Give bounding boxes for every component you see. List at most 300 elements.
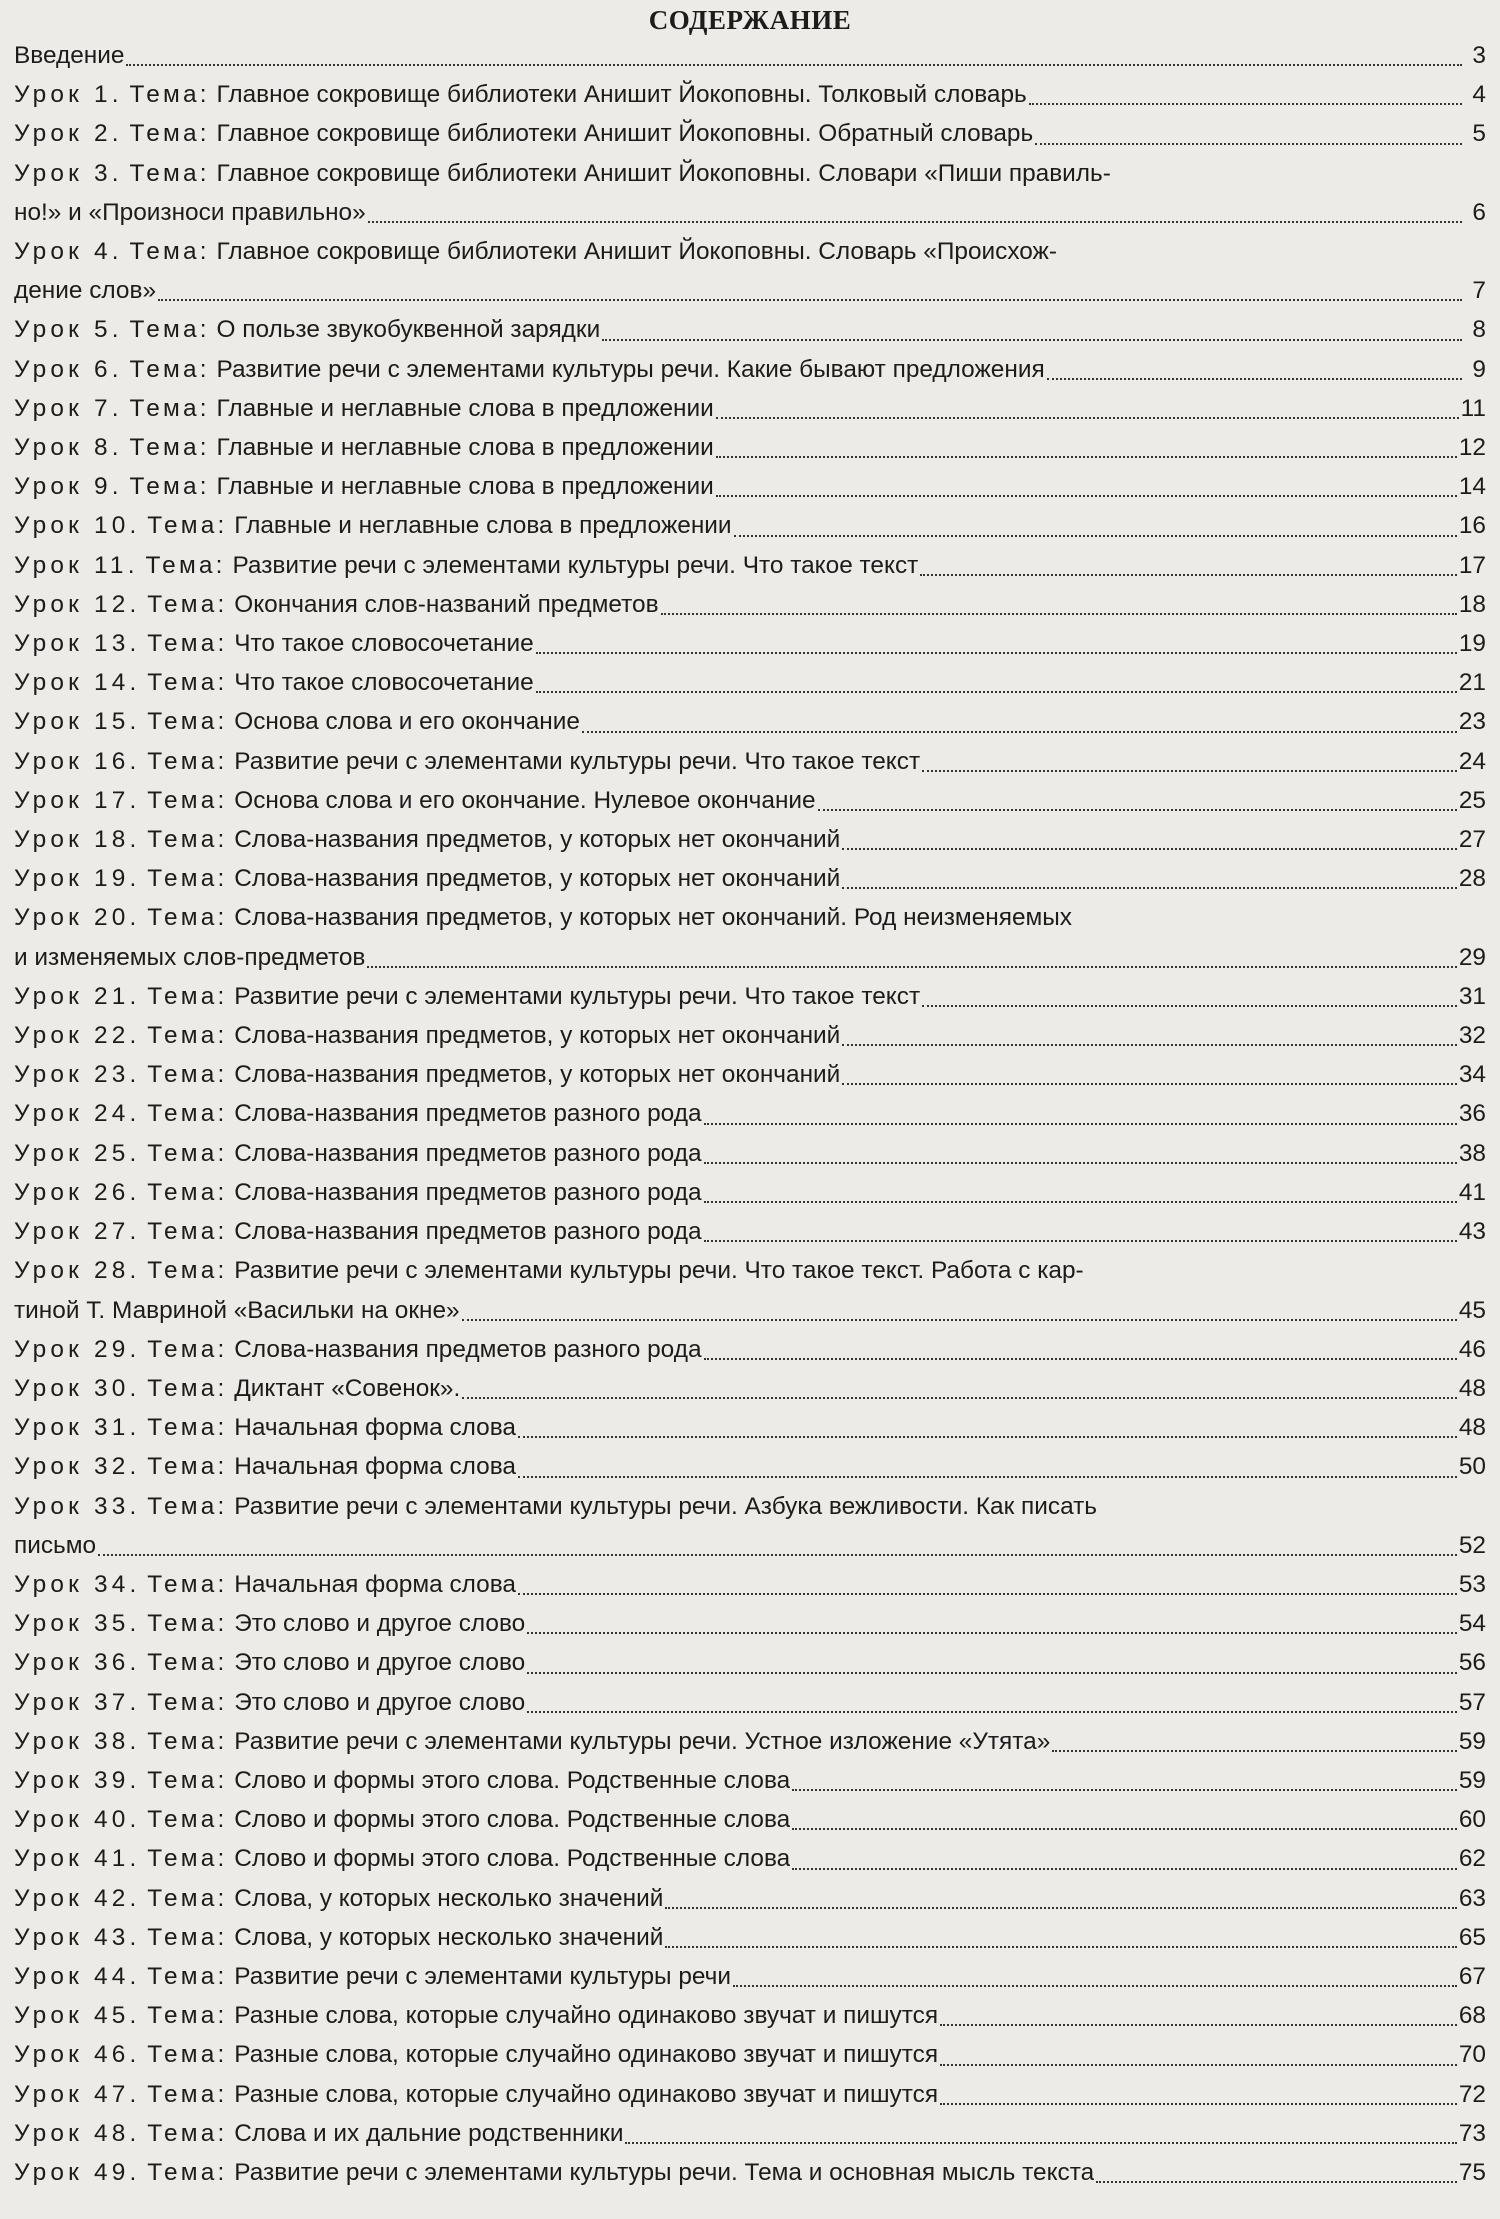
lesson-title: Разные слова, которые случайно одинаково звучат и пишутся [234, 2080, 939, 2108]
dot-leader [940, 2101, 1457, 2105]
dot-leader [527, 1630, 1457, 1634]
lesson-title: Развитие речи с элементами культуры речи. Какие бывают предложения [216, 355, 1045, 383]
dot-leader [1029, 101, 1462, 105]
toc-entry-text [14, 1369, 460, 1408]
lesson-title: О пользе звукобуквенной зарядки [216, 316, 601, 344]
toc-entry-line [14, 938, 1486, 977]
toc-entry [14, 859, 1486, 898]
lesson-number: Урок 47. [14, 2080, 141, 2108]
lesson-title: Главное сокровище библиотеки Анишит Йокоповны. Словарь «Происхож- [216, 238, 1057, 266]
dot-leader [527, 1670, 1457, 1674]
page-number: 67 [1458, 1962, 1486, 1990]
page-number: 63 [1458, 1884, 1486, 1912]
lesson-number: Урок 19. [14, 865, 141, 893]
lesson-number: Урок 11. [14, 551, 139, 579]
lesson-number: Урок 33. [14, 1492, 141, 1520]
page-number: 45 [1458, 1296, 1486, 1324]
toc-entry [14, 232, 1486, 310]
toc-entry-text [14, 1918, 663, 1957]
dot-leader [704, 1356, 1457, 1360]
toc-entry-text [14, 1839, 790, 1878]
toc-entry-line [14, 1487, 1486, 1526]
lesson-title: Развитие речи с элементами культуры речи. Устное изложение «Утята» [234, 1727, 1051, 1755]
lesson-title: Введение [14, 42, 125, 69]
lesson-number: Урок 42. [14, 1884, 141, 1912]
topic-label: Тема: [147, 904, 228, 932]
lesson-title: Слова-названия предметов, у которых нет окончаний. Род неизменяемых [234, 904, 1073, 932]
toc-entry-line [14, 232, 1486, 271]
toc-entry-text [14, 702, 580, 741]
lesson-title: Разные слова, которые случайно одинаково звучат и пишутся [234, 2041, 939, 2069]
dot-leader [518, 1591, 1457, 1595]
page-number: 60 [1458, 1806, 1486, 1834]
page-number: 43 [1458, 1218, 1486, 1246]
dot-leader [536, 689, 1457, 693]
lesson-title: Слова-названия предметов разного рода [234, 1139, 702, 1167]
topic-label: Тема: [147, 512, 228, 540]
dot-leader [518, 1474, 1457, 1478]
toc-entry-text [14, 1604, 525, 1643]
dot-leader [842, 1081, 1457, 1085]
lesson-number: Урок 46. [14, 2041, 141, 2069]
toc-entry-text [14, 1134, 702, 1173]
toc-entry [14, 1134, 1486, 1173]
toc-entry [14, 663, 1486, 702]
toc-entry [14, 820, 1486, 859]
toc-entry-line [14, 1251, 1486, 1290]
topic-label: Тема: [147, 1806, 228, 1834]
lesson-number: Урок 8. [14, 434, 123, 462]
topic-label: Тема: [147, 1061, 228, 1089]
topic-label: Тема: [129, 238, 210, 266]
lesson-number: Урок 27. [14, 1218, 141, 1246]
lesson-title: Развитие речи с элементами культуры речи [234, 1962, 731, 1990]
dot-leader [368, 219, 1462, 223]
dot-leader [665, 1944, 1457, 1948]
toc-entry [14, 389, 1486, 428]
toc-entry-text [14, 1094, 702, 1133]
topic-label: Тема: [129, 316, 210, 344]
lesson-number: Урок 35. [14, 1610, 141, 1638]
lesson-title: Главное сокровище библиотеки Анишит Йокоповны. Словари «Пиши правиль- [216, 159, 1111, 187]
toc-entry-text [14, 310, 600, 349]
lesson-number: Урок 45. [14, 2002, 141, 2030]
toc-entry-text [14, 1879, 663, 1918]
page-number: 23 [1458, 708, 1486, 736]
topic-label: Тема: [147, 2119, 228, 2147]
toc-entry [14, 1879, 1486, 1918]
lesson-title-continued: письмо [14, 1531, 97, 1559]
lesson-number: Урок 3. [14, 159, 123, 187]
topic-label: Тема: [129, 355, 210, 383]
lesson-title: Слово и формы этого слова. Родственные слова [234, 1806, 791, 1834]
toc-entry-text [14, 859, 840, 898]
toc-entry-text [14, 506, 732, 545]
lesson-title: Развитие речи с элементами культуры речи. Азбука вежливости. Как писать [234, 1492, 1097, 1520]
toc-entry [14, 428, 1486, 467]
toc-entry-text [14, 1996, 938, 2035]
lesson-title-continued: тиной Т. Мавриной «Васильки на окне» [14, 1296, 460, 1324]
toc-entry-text [14, 2075, 938, 2114]
page-number: 57 [1458, 1688, 1486, 1716]
dot-leader [792, 1866, 1457, 1870]
dot-leader [665, 1905, 1457, 1909]
lesson-title: Что такое словосочетание [234, 630, 534, 658]
page-number: 62 [1458, 1845, 1486, 1873]
dot-leader [940, 2022, 1457, 2026]
topic-label: Тема: [147, 1257, 228, 1285]
dot-leader [462, 1395, 1457, 1399]
dot-leader [1047, 376, 1462, 380]
toc-entry [14, 1447, 1486, 1486]
topic-label: Тема: [147, 1610, 228, 1638]
toc-entry-text [14, 36, 124, 75]
toc-entry [14, 1369, 1486, 1408]
lesson-title: Слова, у которых несколько значений [234, 1923, 664, 1951]
toc-entry-text [14, 1408, 516, 1447]
dot-leader [661, 611, 1457, 615]
topic-label: Тема: [147, 1335, 228, 1363]
page-number: 21 [1458, 669, 1486, 697]
toc-entry-text [14, 1957, 731, 1996]
toc-entry-text [14, 1173, 702, 1212]
topic-label: Тема: [147, 2041, 228, 2069]
lesson-title: Слова-названия предметов разного рода [234, 1335, 702, 1363]
lesson-title: Окончания слов-названий предметов [234, 590, 659, 618]
toc-entry-text [14, 1055, 840, 1094]
toc-entry [14, 1094, 1486, 1133]
toc-entry [14, 2075, 1486, 2114]
lesson-number: Урок 43. [14, 1923, 141, 1951]
lesson-number: Урок 9. [14, 473, 123, 501]
toc-entry-text [14, 1683, 525, 1722]
topic-label: Тема: [129, 394, 210, 422]
toc-entry-text [14, 1257, 1084, 1284]
dot-leader [536, 650, 1457, 654]
dot-leader [792, 1826, 1457, 1830]
page-number: 54 [1458, 1610, 1486, 1638]
lesson-number: Урок 16. [14, 747, 141, 775]
topic-label: Тема: [129, 434, 210, 462]
toc-entry [14, 1957, 1486, 1996]
toc-entry-text [14, 75, 1027, 114]
page-number: 32 [1458, 1022, 1486, 1050]
topic-label: Тема: [147, 1374, 228, 1402]
lesson-title: Что такое словосочетание [234, 669, 534, 697]
toc-entry [14, 1722, 1486, 1761]
page-number: 19 [1458, 630, 1486, 658]
lesson-number: Урок 15. [14, 708, 141, 736]
page-number: 52 [1458, 1531, 1486, 1559]
page-number: 11 [1460, 394, 1486, 422]
toc-entry [14, 1918, 1486, 1957]
lesson-title: Это слово и другое слово [234, 1688, 526, 1716]
toc-entry [14, 1604, 1486, 1643]
lesson-title: Развитие речи с элементами культуры речи. Что такое текст [234, 982, 921, 1010]
toc-entry-text [14, 114, 1033, 153]
page-number: 12 [1458, 434, 1486, 462]
topic-label: Тема: [147, 1884, 228, 1912]
lesson-number: Урок 12. [14, 590, 141, 618]
lesson-number: Урок 30. [14, 1374, 141, 1402]
toc-entry [14, 585, 1486, 624]
topic-label: Тема: [147, 630, 228, 658]
lesson-number: Урок 25. [14, 1139, 141, 1167]
lesson-title: Развитие речи с элементами культуры речи. Тема и основная мысль текста [234, 2158, 1095, 2186]
page-number: 65 [1458, 1923, 1486, 1951]
lesson-number: Урок 22. [14, 1022, 141, 1050]
page-number: 8 [1472, 316, 1486, 344]
toc-entry-line [14, 1291, 1486, 1330]
topic-label: Тема: [147, 1923, 228, 1951]
toc-entry-text [14, 742, 920, 781]
lesson-number: Урок 49. [14, 2158, 141, 2186]
toc-entry [14, 350, 1486, 389]
lesson-number: Урок 48. [14, 2119, 141, 2147]
dot-leader [733, 1983, 1457, 1987]
toc-entry [14, 742, 1486, 781]
dot-leader [704, 1238, 1457, 1242]
lesson-number: Урок 6. [14, 355, 123, 383]
topic-label: Тема: [129, 473, 210, 501]
lesson-title-continued: и изменяемых слов-предметов [14, 943, 366, 971]
page-number: 31 [1458, 982, 1486, 1010]
toc-entry [14, 114, 1486, 153]
lesson-title: Главное сокровище библиотеки Анишит Йокоповны. Обратный словарь [216, 120, 1034, 148]
lesson-number: Урок 34. [14, 1570, 141, 1598]
lesson-title: Начальная форма слова [234, 1453, 516, 1481]
toc-entry [14, 1565, 1486, 1604]
topic-label: Тема: [147, 669, 228, 697]
toc-entry-text [14, 2114, 623, 2153]
lesson-title: Слова-названия предметов, у которых нет окончаний [234, 1061, 841, 1089]
dot-leader [625, 2140, 1456, 2144]
lesson-number: Урок 20. [14, 904, 141, 932]
lesson-number: Урок 13. [14, 630, 141, 658]
page-number: 73 [1458, 2119, 1486, 2147]
dot-leader [818, 807, 1457, 811]
toc-entry-text [14, 1565, 516, 1604]
dot-leader [1052, 1748, 1457, 1752]
lesson-title: Это слово и другое слово [234, 1649, 526, 1677]
lesson-title: Слова-названия предметов, у которых нет окончаний [234, 826, 841, 854]
lesson-title: Главные и неглавные слова в предложении [234, 512, 732, 540]
lesson-title-continued: дение слов» [14, 277, 157, 305]
toc-entry-text [14, 1212, 702, 1251]
lesson-number: Урок 2. [14, 120, 123, 148]
dot-leader [1096, 2179, 1457, 2183]
topic-label: Тема: [147, 2158, 228, 2186]
toc-entry-text [14, 1722, 1050, 1761]
toc-entry-text [14, 663, 534, 702]
dot-leader [940, 2062, 1457, 2066]
dot-leader [792, 1787, 1457, 1791]
topic-label: Тема: [147, 1845, 228, 1873]
lesson-title: Слова и их дальние родственники [234, 2119, 624, 2147]
lesson-title: Слова-названия предметов разного рода [234, 1100, 702, 1128]
dot-leader [734, 533, 1457, 537]
lesson-number: Урок 28. [14, 1257, 141, 1285]
dot-leader [842, 846, 1457, 850]
lesson-number: Урок 4. [14, 238, 123, 266]
toc-entry [14, 546, 1486, 585]
toc-entry [14, 624, 1486, 663]
dot-leader [922, 768, 1457, 772]
lesson-title: Слова-названия предметов, у которых нет окончаний [234, 865, 841, 893]
toc-entry [14, 467, 1486, 506]
toc-entry [14, 1839, 1486, 1878]
toc-entry [14, 1212, 1486, 1251]
dot-leader [518, 1434, 1457, 1438]
topic-label: Тема: [147, 747, 228, 775]
lesson-number: Урок 24. [14, 1100, 141, 1128]
toc-entry-text [14, 1016, 840, 1055]
page-number: 9 [1472, 355, 1486, 383]
topic-label: Тема: [147, 1139, 228, 1167]
page-number: 50 [1458, 1453, 1486, 1481]
topic-label: Тема: [147, 982, 228, 1010]
page-number: 27 [1458, 826, 1486, 854]
dot-leader [716, 493, 1457, 497]
toc-entry-text [14, 781, 816, 820]
toc-entry [14, 2035, 1486, 2074]
lesson-number: Урок 40. [14, 1806, 141, 1834]
topic-label: Тема: [147, 1414, 228, 1442]
lesson-title: Слово и формы этого слова. Родственные слова [234, 1766, 791, 1794]
lesson-number: Урок 1. [14, 81, 123, 109]
toc-entry [14, 1408, 1486, 1447]
toc-entry-line [14, 1526, 1486, 1565]
page-number: 14 [1458, 473, 1486, 501]
topic-label: Тема: [147, 1649, 228, 1677]
topic-label: Тема: [147, 1178, 228, 1206]
lesson-title: Слова, у которых несколько значений [234, 1884, 664, 1912]
topic-label: Тема: [147, 1688, 228, 1716]
topic-label: Тема: [145, 551, 226, 579]
toc-entry-text [14, 1643, 525, 1682]
topic-label: Тема: [147, 786, 228, 814]
lesson-title: Развитие речи с элементами культуры речи. Что такое текст. Работа с кар- [234, 1257, 1084, 1285]
toc-entry [14, 154, 1486, 232]
dot-leader [1035, 141, 1462, 145]
toc-entry [14, 1643, 1486, 1682]
dot-leader [98, 1552, 1457, 1556]
dot-leader [920, 572, 1457, 576]
toc-entry-text [14, 1493, 1097, 1520]
topic-label: Тема: [147, 590, 228, 618]
toc-entry [14, 1251, 1486, 1329]
dot-leader [922, 1003, 1457, 1007]
page-number: 29 [1458, 943, 1486, 971]
lesson-title: Начальная форма слова [234, 1414, 516, 1442]
lesson-title: Главные и неглавные слова в предложении [216, 473, 714, 501]
page-number: 48 [1458, 1414, 1486, 1442]
toc-entry [14, 1055, 1486, 1094]
toc-entry [14, 1330, 1486, 1369]
lesson-title: Слово и формы этого слова. Родственные слова [234, 1845, 791, 1873]
toc-entry [14, 702, 1486, 741]
toc-entry [14, 2114, 1486, 2153]
lesson-number: Урок 32. [14, 1453, 141, 1481]
lesson-number: Урок 23. [14, 1061, 141, 1089]
lesson-number: Урок 29. [14, 1335, 141, 1363]
dot-leader [158, 297, 1462, 301]
lesson-number: Урок 37. [14, 1688, 141, 1716]
page-number: 16 [1458, 512, 1486, 540]
toc-entry-text [14, 585, 659, 624]
page-number: 59 [1458, 1766, 1486, 1794]
page-number: 53 [1458, 1570, 1486, 1598]
topic-label: Тема: [147, 1766, 228, 1794]
lesson-number: Урок 17. [14, 786, 141, 814]
toc-entry [14, 1683, 1486, 1722]
lesson-number: Урок 39. [14, 1766, 141, 1794]
lesson-title: Главные и неглавные слова в предложении [216, 434, 714, 462]
page-number: 68 [1458, 2002, 1486, 2030]
toc-entry-line [14, 898, 1486, 937]
dot-leader [527, 1709, 1457, 1713]
page-number: 17 [1458, 551, 1486, 579]
toc-entry [14, 1016, 1486, 1055]
toc-entry-text [14, 1330, 702, 1369]
topic-label: Тема: [129, 120, 210, 148]
page-number: 46 [1458, 1335, 1486, 1363]
lesson-title: Это слово и другое слово [234, 1610, 526, 1638]
lesson-number: Урок 21. [14, 982, 141, 1010]
lesson-number: Урок 14. [14, 669, 141, 697]
lesson-number: Урок 18. [14, 826, 141, 854]
toc-entry-line [14, 154, 1486, 193]
topic-label: Тема: [147, 865, 228, 893]
page-number: 56 [1458, 1649, 1486, 1677]
topic-label: Тема: [147, 708, 228, 736]
lesson-number: Урок 36. [14, 1649, 141, 1677]
topic-label: Тема: [147, 2080, 228, 2108]
topic-label: Тема: [147, 1100, 228, 1128]
toc-entry [14, 1800, 1486, 1839]
toc-entry-line [14, 271, 1486, 310]
toc-entry-text [14, 1761, 790, 1800]
dot-leader [716, 415, 1459, 419]
toc-list [14, 36, 1486, 2192]
lesson-title: Развитие речи с элементами культуры речи. Что такое текст [232, 551, 919, 579]
page-number: 6 [1472, 198, 1486, 226]
topic-label: Тема: [147, 1570, 228, 1598]
lesson-number: Урок 38. [14, 1727, 141, 1755]
lesson-number: Урок 41. [14, 1845, 141, 1873]
page-number: 48 [1458, 1374, 1486, 1402]
lesson-title: Развитие речи с элементами культуры речи. Что такое текст [234, 747, 921, 775]
toc-entry-text [14, 2035, 938, 2074]
topic-label: Тема: [147, 1022, 228, 1050]
lesson-number: Урок 10. [14, 512, 141, 540]
toc-entry [14, 310, 1486, 349]
toc-entry [14, 1173, 1486, 1212]
dot-leader [704, 1199, 1457, 1203]
toc-entry-text [14, 389, 714, 428]
dot-leader [126, 62, 1462, 66]
dot-leader [704, 1121, 1457, 1125]
toc-entry [14, 506, 1486, 545]
lesson-number: Урок 7. [14, 394, 123, 422]
lesson-title: Основа слова и его окончание. Нулевое окончание [234, 786, 816, 814]
toc-entry [14, 36, 1486, 75]
toc-entry-text [14, 1447, 516, 1486]
lesson-title: Основа слова и его окончание [234, 708, 580, 736]
dot-leader [462, 1317, 1457, 1321]
page-title: СОДЕРЖАНИЕ [648, 5, 852, 35]
lesson-title: Диктант «Совенок». [234, 1374, 461, 1402]
